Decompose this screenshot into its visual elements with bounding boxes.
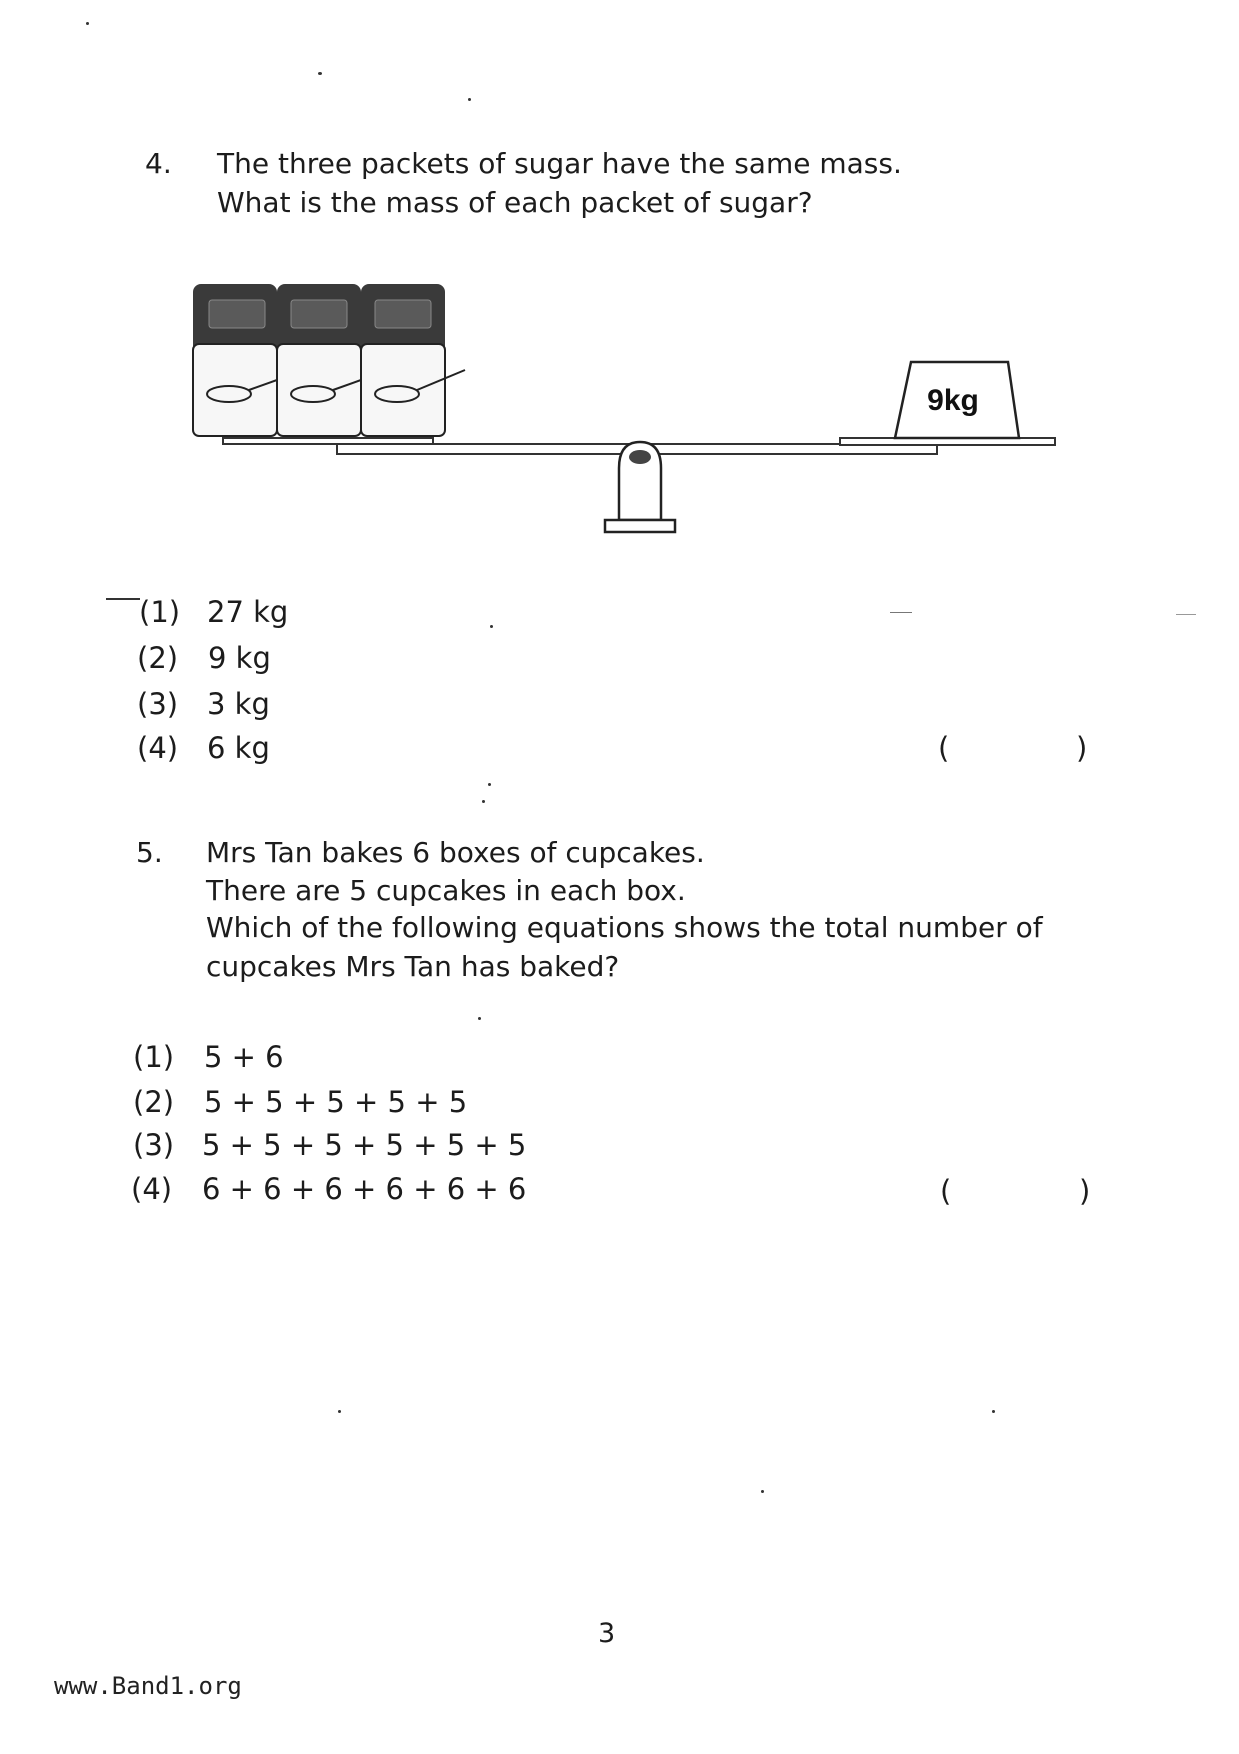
q5-answer-close-paren: )	[1079, 1174, 1091, 1208]
sugar-packet-icon	[193, 284, 277, 436]
scan-speck	[761, 1490, 764, 1493]
scan-speck	[490, 625, 493, 628]
q5-option-1-number[interactable]: (1)	[133, 1040, 175, 1074]
footer-url: www.Band1.org	[54, 1672, 242, 1700]
q5-option-4-number[interactable]: (4)	[131, 1172, 173, 1206]
q5-option-2-number[interactable]: (2)	[133, 1085, 175, 1119]
q5-option-2-text[interactable]: 5 + 5 + 5 + 5 + 5	[204, 1085, 468, 1119]
q4-option-2-number[interactable]: (2)	[137, 641, 179, 675]
scan-speck	[468, 98, 471, 101]
q4-option-3-text[interactable]: 3 kg	[207, 687, 270, 721]
q5-answer-open-paren: (	[940, 1174, 952, 1208]
q5-text-line-4: cupcakes Mrs Tan has baked?	[206, 950, 620, 983]
q4-option-4-text[interactable]: 6 kg	[207, 731, 270, 765]
stray-mark	[106, 598, 140, 600]
scan-speck	[992, 1410, 995, 1413]
scan-speck	[1176, 614, 1196, 615]
q5-text-line-3: Which of the following equations shows the total number of	[206, 911, 1043, 944]
scan-speck	[488, 783, 491, 786]
q4-option-1-text[interactable]: 27 kg	[207, 595, 289, 629]
q4-option-4-number[interactable]: (4)	[137, 731, 179, 765]
weight-icon	[895, 362, 1019, 438]
q5-option-3-number[interactable]: (3)	[133, 1128, 175, 1162]
q4-number: 4.	[145, 147, 172, 180]
scan-speck	[86, 22, 89, 25]
sugar-packet-icon	[361, 284, 465, 436]
weight-label: 9kg	[927, 384, 979, 417]
page-number: 3	[598, 1618, 616, 1649]
q5-option-4-text[interactable]: 6 + 6 + 6 + 6 + 6 + 6	[202, 1172, 527, 1206]
q5-text-line-1: Mrs Tan bakes 6 boxes of cupcakes.	[206, 836, 705, 869]
scan-speck	[890, 612, 912, 613]
q5-option-1-text[interactable]: 5 + 6	[204, 1040, 284, 1074]
sugar-packet-icon	[277, 284, 361, 436]
q4-answer-close-paren: )	[1076, 731, 1088, 765]
q4-answer-open-paren: (	[938, 731, 950, 765]
scan-speck	[482, 800, 485, 803]
sugar-packets	[193, 284, 465, 436]
scan-speck	[478, 1017, 481, 1020]
q4-option-1-number[interactable]: (1)	[139, 595, 181, 629]
q5-option-3-text[interactable]: 5 + 5 + 5 + 5 + 5 + 5	[202, 1128, 527, 1162]
q4-option-2-text[interactable]: 9 kg	[208, 641, 271, 675]
q4-text-line-2: What is the mass of each packet of sugar?	[217, 186, 813, 219]
q5-number: 5.	[136, 836, 163, 869]
scan-speck	[338, 1410, 341, 1413]
q4-text-line-1: The three packets of sugar have the same mass.	[217, 147, 902, 180]
q4-answer-blank[interactable]	[960, 728, 1070, 768]
balance-scale-illustration	[185, 270, 1070, 535]
q4-option-3-number[interactable]: (3)	[137, 687, 179, 721]
scan-speck	[318, 72, 322, 75]
q5-answer-blank[interactable]	[962, 1170, 1072, 1210]
scale-stand	[605, 442, 675, 532]
q5-text-line-2: There are 5 cupcakes in each box.	[206, 874, 686, 907]
